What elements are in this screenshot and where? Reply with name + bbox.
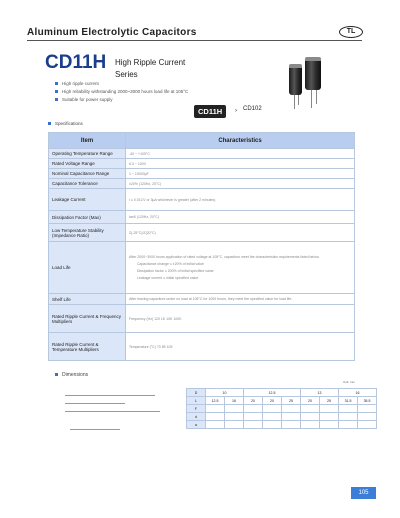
dimension-drawing [55, 385, 175, 435]
series-tag: CD11H [194, 105, 226, 118]
tl-logo: TL [339, 26, 363, 38]
series-subtitle-line2: Series [115, 70, 138, 79]
table-row: D 10 12.5 13 16 [187, 389, 377, 397]
capacitor-product-image [285, 55, 345, 110]
series-code: CD11H [45, 52, 107, 73]
table-header-item: Item [49, 133, 126, 149]
table-row: Capacitance Tolerance ±20% (120Hz, 20°C) [49, 179, 355, 189]
page-number: 105 [351, 487, 376, 499]
table-header-characteristics: Characteristics [126, 133, 355, 149]
dimensions-unit-note: Unit: mm [343, 380, 355, 384]
section-bullet-icon [55, 373, 58, 376]
series-subtitle-line1: High Ripple Current [115, 58, 186, 67]
feature-item: High reliability withstanding 2000~3000 hours load life at 105°C [55, 89, 188, 94]
bullet-icon [55, 98, 58, 101]
specifications-table [48, 132, 355, 361]
table-row: Rated Ripple Current & Frequency Multipliers Frequency (Hz) 120 1K 10K 100K [49, 305, 355, 333]
feature-item: Suitable for power supply [55, 97, 113, 102]
table-row: d [187, 413, 377, 421]
table-row: L 12.5 16 20 20 25 20 25 31.5 35.5 [187, 397, 377, 405]
table-row: Dissipation Factor (Max) tanδ (120Hz, 20°C) [49, 211, 355, 224]
table-row: Operating Temperature Range -40 ~ +105°C [49, 149, 355, 159]
header-divider [27, 40, 362, 41]
feature-item: High ripple current [55, 81, 99, 86]
table-row: Low Temperature Stability (Impedance Ratio) Z(-25°C)/Z(20°C) [49, 224, 355, 242]
arrow-right-icon: › [235, 108, 237, 114]
load-life-cell: After 2000~3000 hours application of rated voltage at 105°C, capacitors meet the characteristics requirements listed below. Capacitance change ≤ ±20% of initial value Dissipation factor ≤ 200% of initial specified value Leakage current ≤ initial specified value [126, 242, 355, 294]
table-row: Shelf Life After leaving capacitors under no load at 105°C for 1000 hours, they meet the specified value for load life. [49, 294, 355, 305]
header-title: Aluminum Electrolytic Capacitors [27, 27, 197, 38]
table-row: Leakage Current I ≤ 0.01CV or 3µA whichever is greater (after 2 minutes) [49, 189, 355, 211]
specifications-label: Specifications [48, 121, 83, 126]
table-row: Nominal Capacitance Range 1 ~ 15000µF [49, 169, 355, 179]
table-row: F [187, 405, 377, 413]
table-row: Rated Voltage Range 6.3 ~ 100V [49, 159, 355, 169]
table-row: Rated Ripple Current & Temperature Multipliers Temperature (°C) 70 85 105 [49, 333, 355, 361]
bullet-icon [55, 90, 58, 93]
related-series-tag: CD102 [243, 106, 262, 112]
section-bullet-icon [48, 122, 51, 125]
dimensions-label: Dimensions [55, 372, 88, 378]
table-row: Load Life After 2000~3000 hours application of rated voltage at 105°C, capacitors meet the characteristics requirements listed below. Capacitance change ≤ ±20% of initial value Dissipation factor ≤ 200% of initial specified value Leakage current ≤ initial specified value [49, 242, 355, 294]
bullet-icon [55, 82, 58, 85]
dimensions-table [186, 388, 377, 429]
table-row: a [187, 421, 377, 429]
